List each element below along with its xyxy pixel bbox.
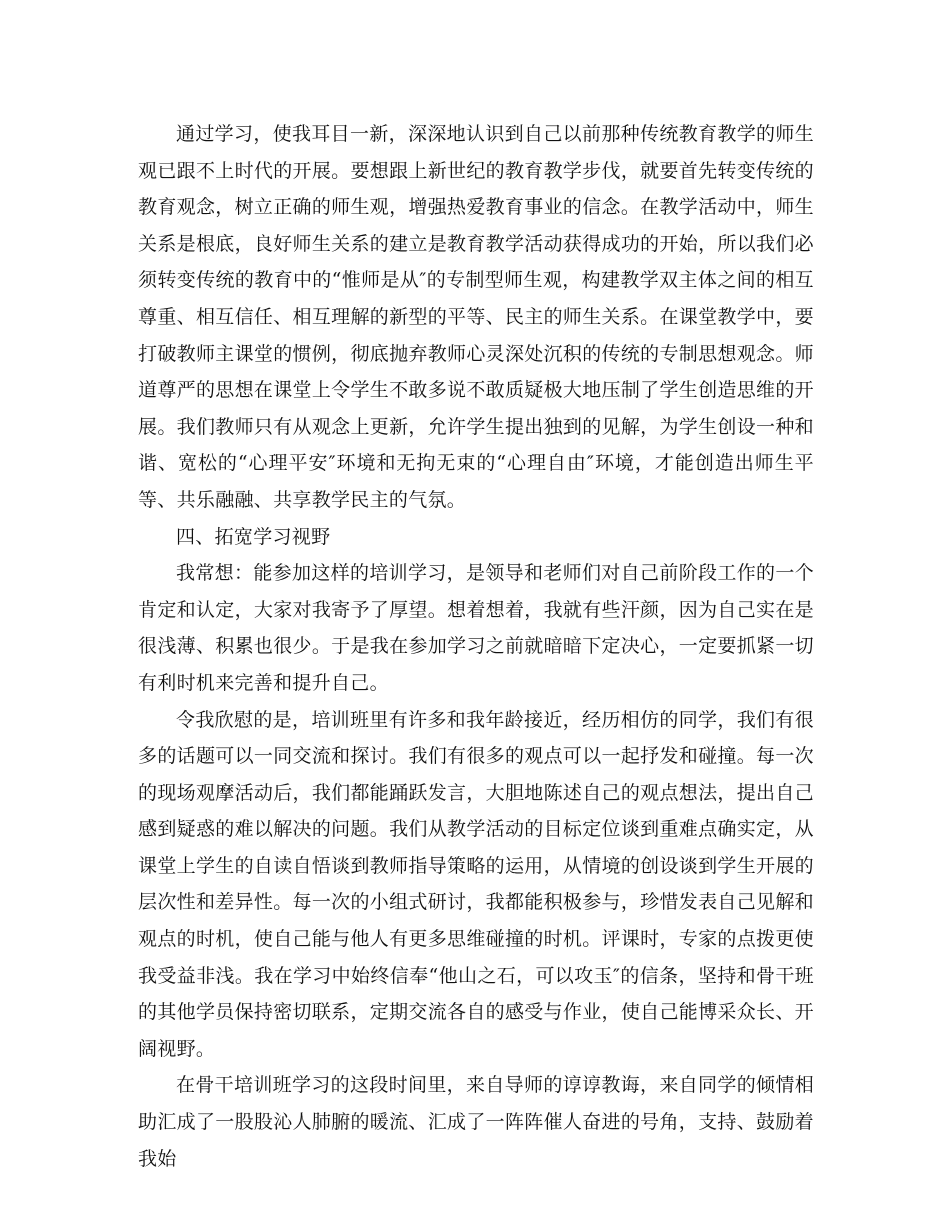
paragraph-peer-exchange: 令我欣慰的是，培训班里有许多和我年龄接近，经历相仿的同学，我们有很多的话题可以一同交流和探讨。我们有很多的观点可以一起抒发和碰撞。每一次的现场观摩活动后，我们都能踊跃发言，大胆地陈述自己的观点想法，提出自己感到疑惑的难以解决的问题。我们从教学活动的目标定位谈到重难点确实定，从课堂上学生的自读自悟谈到教师指导策略的运用，从情境的创设谈到学生开展的层次性和差异性。每一次的小组式研讨，我都能积极参与，珍惜发表自己见解和观点的时机，使自己能与他人有更多思维碰撞的时机。评课时，专家的点拨更使我受益非浅。我在学习中始终信奉“他山之石，可以攻玉″的信条，坚持和骨干班的其他学员保持密切联系，定期交流各自的感受与作业，使自己能博采众长、开阔视野。 bbox=[138, 708, 814, 1060]
paragraph-teacher-student-view: 通过学习，使我耳目一新，深深地认识到自己以前那种传统教育教学的师生观已跟不上时代的开展。要想跟上新世纪的教育教学步伐，就要首先转变传统的教育观念，树立正确的师生观，增强热爱教育事业的信念。在教学活动中，师生关系是根底，良好师生关系的建立是教育教学活动获得成功的开始，所以我们必须转变传统的教育中的“惟师是从″的专制型师生观，构建教学双主体之间的相互尊重、相互信任、相互理解的新型的平等、民主的师生关系。在课堂教学中，要打破教师主课堂的惯例，彻底抛弃教师心灵深处沉积的传统的专制思想观念。师道尊严的思想在课堂上令学生不敢多说不敢质疑极大地压制了学生创造思维的开展。我们教师只有从观念上更新，允许学生提出独到的见解，为学生创设一种和谐、宽松的“心理平安″环境和无拘无束的“心理自由″环境，才能创造出师生平等、共乐融融、共享教学民主的气氛。 bbox=[138, 123, 814, 511]
paragraph-training-reflection: 我常想：能参加这样的培训学习，是领导和老师们对自己前阶段工作的一个肯定和认定，大家对我寄予了厚望。想着想着，我就有些汗颜，因为自己实在是很浅薄、积累也很少。于是我在参加学习之前就暗暗下定决心，一定要抓紧一切有利时机来完善和提升自己。 bbox=[138, 562, 814, 694]
document-body bbox=[138, 116, 814, 1177]
paragraph-mentor-support: 在骨干培训班学习的这段时间里，来自导师的谆谆教诲，来自同学的倾情相助汇成了一股股沁人肺腑的暖流、汇成了一阵阵催人奋进的号角，支持、鼓励着我始 bbox=[138, 1074, 814, 1170]
section-heading-broaden-vision: 四、拓宽学习视野 bbox=[176, 525, 331, 548]
